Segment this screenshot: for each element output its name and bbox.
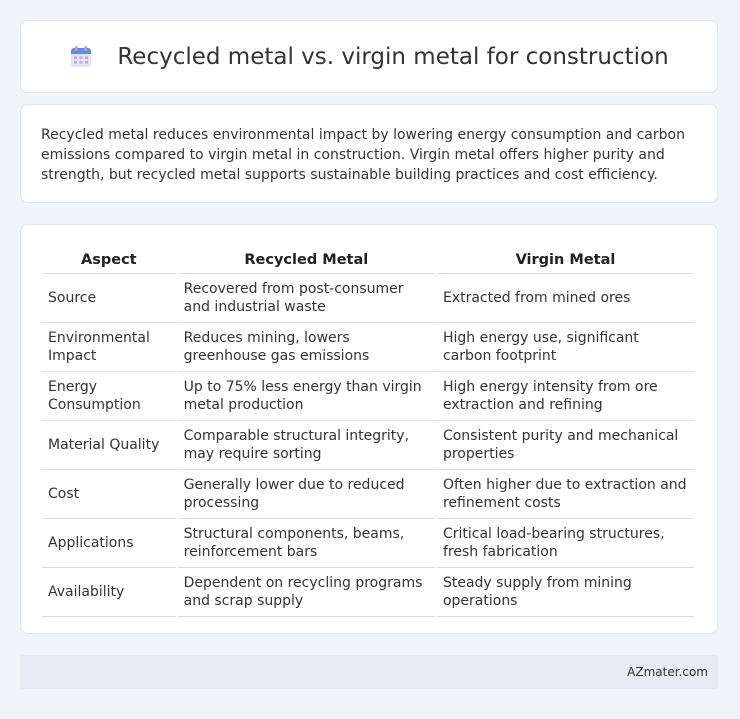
calendar-icon	[69, 45, 93, 69]
table-row	[42, 470, 694, 519]
table-row	[42, 372, 694, 421]
table-header-row	[42, 243, 694, 274]
table-row	[42, 274, 694, 323]
page-title: Recycled metal vs. virgin metal for construction	[117, 43, 669, 70]
aspect-cell: Energy Consumption	[42, 372, 176, 421]
virgin-cell: High energy intensity from ore extraction and refining	[437, 372, 694, 421]
aspect-cell: Applications	[42, 519, 176, 568]
recycled-cell: Reduces mining, lowers greenhouse gas emissions	[178, 323, 435, 372]
virgin-cell: Extracted from mined ores	[437, 274, 694, 323]
recycled-cell: Recovered from post-consumer and industrial waste	[178, 274, 435, 323]
table-row	[42, 323, 694, 372]
footer	[20, 655, 718, 689]
aspect-cell: Availability	[42, 568, 176, 617]
column-header-recycled: Recycled Metal	[178, 243, 435, 274]
aspect-cell: Environmental Impact	[42, 323, 176, 372]
table-row	[42, 421, 694, 470]
aspect-cell: Material Quality	[42, 421, 176, 470]
summary-text: Recycled metal reduces environmental impact by lowering energy consumption and carbon emissions compared to virgin metal in construction. Virgin metal offers higher purity and strength, but recycled metal supports sustainable building practices and cost efficiency.	[41, 127, 685, 183]
recycled-cell: Generally lower due to reduced processing	[178, 470, 435, 519]
virgin-cell: Critical load-bearing structures, fresh fabrication	[437, 519, 694, 568]
virgin-cell: Often higher due to extraction and refinement costs	[437, 470, 694, 519]
aspect-cell: Cost	[42, 470, 176, 519]
column-header-virgin: Virgin Metal	[437, 243, 694, 274]
recycled-cell: Dependent on recycling programs and scrap supply	[178, 568, 435, 617]
recycled-cell: Comparable structural integrity, may require sorting	[178, 421, 435, 470]
footer-brand: AZmater.com	[627, 665, 708, 679]
virgin-cell: Consistent purity and mechanical properties	[437, 421, 694, 470]
table-row	[42, 519, 694, 568]
comparison-table	[40, 243, 696, 617]
comparison-table-card	[20, 224, 718, 634]
virgin-cell: Steady supply from mining operations	[437, 568, 694, 617]
title-card	[20, 20, 718, 93]
recycled-cell: Up to 75% less energy than virgin metal production	[178, 372, 435, 421]
table-row	[42, 568, 694, 617]
recycled-cell: Structural components, beams, reinforcement bars	[178, 519, 435, 568]
aspect-cell: Source	[42, 274, 176, 323]
virgin-cell: High energy use, significant carbon footprint	[437, 323, 694, 372]
summary-card	[20, 104, 718, 203]
column-header-aspect: Aspect	[42, 243, 176, 274]
